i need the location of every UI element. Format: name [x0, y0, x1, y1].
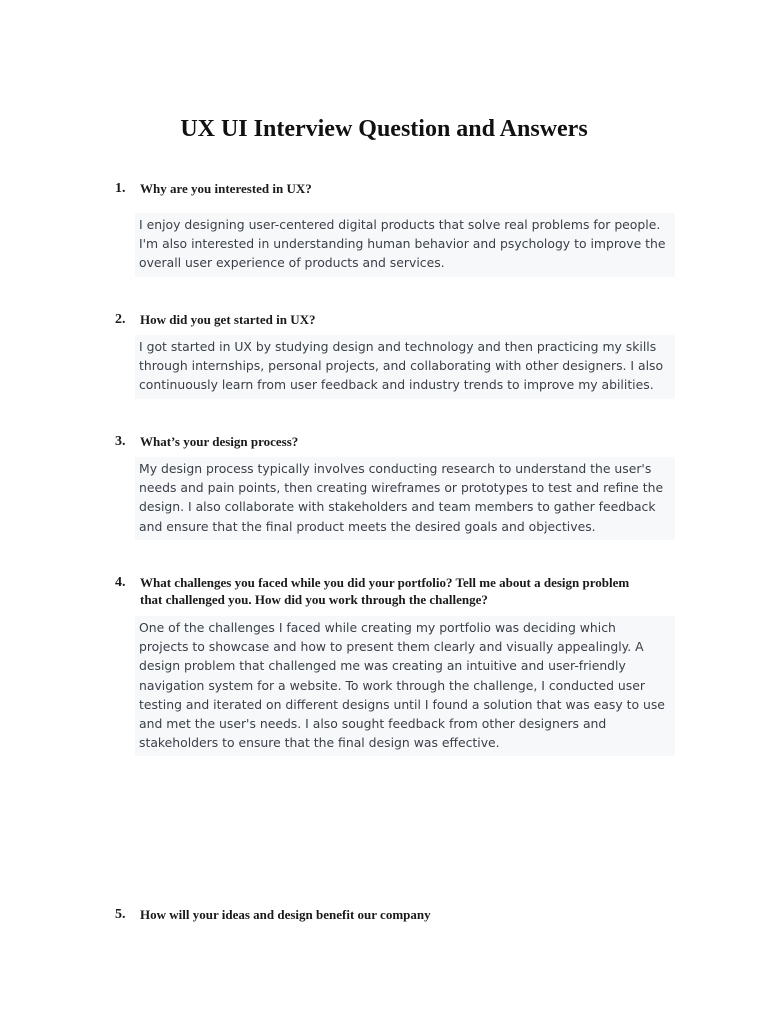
question-text: What’s your design process? — [140, 434, 299, 449]
question-number: 4. — [115, 575, 126, 590]
document-title: UX UI Interview Question and Answers — [180, 116, 588, 142]
question-number: 3. — [115, 434, 126, 449]
answer-2: I got started in UX by studying design and technology and then practicing my skills through internships, personal projects, and collaborating with other designers. I also continuously learn from user feedback and industry trends to improve my abilities. — [135, 335, 675, 399]
question-number: 2. — [115, 312, 126, 327]
question-text: How will your ideas and design benefit our company — [140, 907, 431, 922]
question-text: How did you get started in UX? — [140, 312, 316, 327]
question-number: 1. — [115, 181, 126, 196]
answer-1: I enjoy designing user-centered digital products that solve real problems for people. I'm also interested in understanding human behavior and psychology to improve the overall user experience of products and services. — [135, 213, 675, 277]
answer-4: One of the challenges I faced while creating my portfolio was deciding which projects to showcase and how to present them clearly and visually appealingly. A design problem that challenged me was creating an intuitive and user-friendly navigation system for a website. To work through the challenge, I conducted user testing and iterated on different designs until I found a solution that was easy to use and met the user's needs. I also sought feedback from other designers and stakeholders to ensure that the final design was effective. — [135, 616, 675, 756]
answer-3: My design process typically involves conducting research to understand the user's needs and pain points, then creating wireframes or prototypes to test and refine the design. I also collaborate with stakeholders and team members to gather feedback and ensure that the final product meets the desired goals and objectives. — [135, 457, 675, 540]
question-number: 5. — [115, 907, 126, 922]
question-text: Why are you interested in UX? — [140, 181, 312, 196]
question-text: What challenges you faced while you did your portfolio? Tell me about a design problem that challenged you. How did you work through the challenge? — [140, 575, 630, 607]
